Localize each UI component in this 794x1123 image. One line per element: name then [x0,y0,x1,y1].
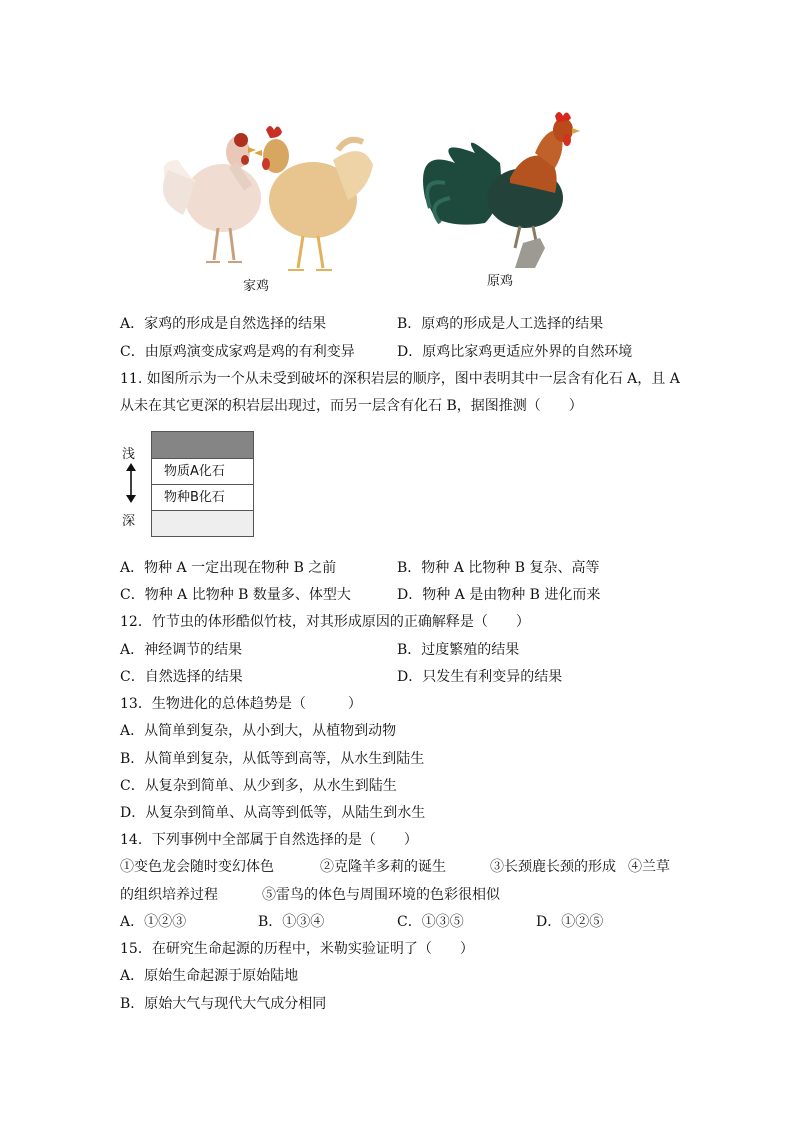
shallow-label: 浅 [122,447,136,462]
q14-stem: 14．下列事例中全部属于自然选择的是（ ） [120,832,418,848]
q13-stem: 13．生物进化的总体趋势是（ ） [120,696,362,712]
q13-option-b: B．从简单到复杂，从低等到高等，从水生到陆生 [120,751,425,767]
q14-item-4: ④兰草 [628,859,670,875]
q14-item-5: ⑤雷鸟的体色与周围环境的色彩很相似 [262,887,500,903]
q12-stem: 12．竹节虫的体形酷似竹枝，对其形成原因的正确解释是（ ） [120,614,530,630]
q14-item-3: ③长颈鹿长颈的形成 [490,859,616,875]
white-hen-illustration [163,133,261,262]
q11-option-c: C．物种 A 比物种 B 数量多、体型大 [120,587,351,603]
q12-option-d: D．只发生有利变异的结果 [397,669,563,685]
q15-option-b: B．原始大气与现代大气成分相同 [120,996,327,1012]
q14-option-b: B．①③④ [258,914,325,930]
q14-item-1: ①变色龙会随时变幻体色 [120,859,274,875]
q12-option-b: B．过度繁殖的结果 [397,642,520,658]
q11-option-d: D．物种 A 是由物种 B 进化而来 [397,587,601,603]
q14-option-a: A．①②③ [120,914,187,930]
q14-item-2: ②克隆羊多莉的诞生 [320,859,446,875]
q14-item-4-continued: 的组织培养过程 [120,887,218,903]
strata-layer-bottom [152,510,253,536]
q11-stem-line2: 从未在其它更深的积岩层出现过，而另一层含有化石 B，据图推测（ ） [120,398,583,414]
deep-label: 深 [122,514,136,529]
strata-layer-b: 物种B化石 [152,484,253,510]
q11-option-a: A．物种 A 一定出现在物种 B 之前 [120,560,337,576]
q15-stem: 15．在研究生命起源的历程中，米勒实验证明了（ ） [120,941,474,957]
rock-strata-diagram [151,431,254,537]
q13-option-a: A．从简单到复杂，从小到大，从植物到动物 [120,723,397,739]
buff-hen-illustration [254,126,373,270]
depth-arrow-icon [125,462,137,504]
strata-layer-top [152,432,253,458]
q10-option-b: B．原鸡的形成是人工选择的结果 [397,316,604,332]
domestic-chicken-image [148,120,378,275]
q12-option-a: A．神经调节的结果 [120,642,243,658]
q13-option-d: D．从复杂到简单、从高等到低等，从陆生到水生 [120,805,426,821]
q10-option-a: A．家鸡的形成是自然选择的结果 [120,316,327,332]
q11-option-b: B．物种 A 比物种 B 复杂、高等 [397,560,600,576]
wild-junglefowl-image [415,108,585,268]
q10-option-d: D．原鸡比家鸡更适应外界的自然环境 [397,344,633,360]
q11-stem-line1: 11. 如图所示为一个从未受到破坏的深积岩层的顺序，图中表明其中一层含有化石 A，且 A [120,371,680,387]
wild-junglefowl-caption: 原鸡 [487,274,514,289]
q12-option-c: C．自然选择的结果 [120,669,243,685]
q10-option-c: C．由原鸡演变成家鸡是鸡的有利变异 [120,344,355,360]
q14-option-d: D．①②⑤ [536,914,604,930]
domestic-chicken-caption: 家鸡 [243,279,270,294]
strata-layer-a: 物质A化石 [152,458,253,484]
q14-option-c: C．①③⑤ [397,914,464,930]
q13-option-c: C．从复杂到简单、从少到多，从水生到陆生 [120,778,397,794]
q15-option-a: A．原始生命起源于原始陆地 [120,968,299,984]
